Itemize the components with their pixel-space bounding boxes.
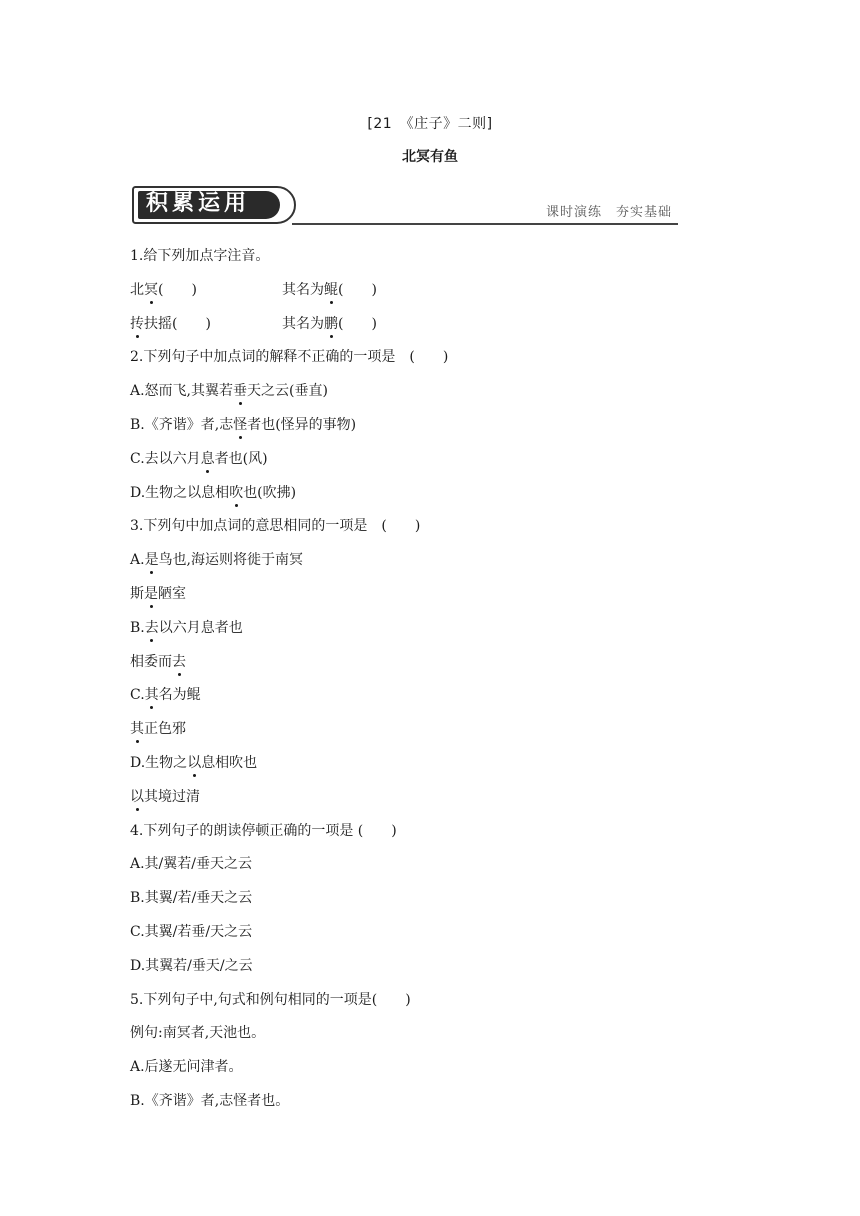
q3-option-b-2: 相委而去 bbox=[130, 653, 186, 670]
q2-option-c: C.去以六月息者也(风) bbox=[130, 450, 268, 467]
banner-tag-2: 夯实基础 bbox=[615, 205, 672, 220]
q1-item-c: 抟扶摇( ) bbox=[130, 315, 211, 332]
q5-stem: 5.下列句子中,句式和例句相同的一项是( ) bbox=[130, 991, 411, 1008]
q5-option-a: A.后遂无问津者。 bbox=[130, 1059, 243, 1076]
q1-item-b: 其名为鲲( ) bbox=[282, 281, 377, 298]
q3-option-a-1: A.是鸟也,海运则将徙于南冥 bbox=[130, 552, 304, 569]
q1-item-d: 其名为鹏( ) bbox=[282, 315, 377, 332]
q1-row-1 bbox=[130, 280, 730, 314]
q1-stem: 1.给下列加点字注音。 bbox=[130, 248, 270, 264]
banner-tag-1: 课时演练 bbox=[545, 205, 602, 220]
q2-option-a: A.怒而飞,其翼若垂天之云(垂直) bbox=[130, 383, 328, 400]
q3-option-c-2: 其正色邪 bbox=[130, 721, 186, 738]
section-banner bbox=[132, 186, 678, 228]
banner-label: 积累运用 bbox=[146, 191, 251, 216]
q3-option-d-1: D.生物之以息相吹也 bbox=[130, 754, 258, 771]
q2-option-d: D.生物之以息相吹也(吹拂) bbox=[130, 484, 297, 501]
q3-option-a-2: 斯是陋室 bbox=[130, 585, 186, 602]
q3-option-b-1: B.去以六月息者也 bbox=[130, 619, 243, 636]
q4-option-b: B.其翼/若/垂天之云 bbox=[130, 890, 253, 907]
q4-option-c: C.其翼/若垂/天之云 bbox=[130, 923, 253, 940]
q5-option-b: B.《齐谐》者,志怪者也。 bbox=[130, 1092, 290, 1109]
q2-stem: 2.下列句子中加点词的解释不正确的一项是 ( ) bbox=[130, 349, 449, 366]
q5-example: 例句:南冥者,天池也。 bbox=[130, 1025, 266, 1042]
q3-stem: 3.下列句中加点词的意思相同的一项是 ( ) bbox=[130, 518, 421, 535]
page-title: [21 《庄子》二则] bbox=[367, 116, 493, 132]
section-subtitle: 北冥有鱼 bbox=[402, 149, 458, 165]
q3-option-c-1: C.其名为鲲 bbox=[130, 687, 201, 704]
q1-row-2 bbox=[130, 314, 730, 348]
q1-item-a: 北冥( ) bbox=[130, 281, 197, 298]
banner-tagline bbox=[532, 201, 672, 220]
q4-option-a: A.其/翼若/垂天之云 bbox=[130, 856, 252, 873]
exercise-content bbox=[130, 246, 730, 1125]
q2-option-b: B.《齐谐》者,志怪者也(怪异的事物) bbox=[130, 416, 357, 433]
q3-option-d-2: 以其境过清 bbox=[130, 788, 200, 805]
banner-label-box bbox=[132, 186, 296, 224]
q4-stem: 4.下列句子的朗读停顿正确的一项是 ( ) bbox=[130, 822, 397, 839]
q4-option-d: D.其翼若/垂天/之云 bbox=[130, 957, 253, 974]
banner-divider bbox=[292, 223, 678, 225]
